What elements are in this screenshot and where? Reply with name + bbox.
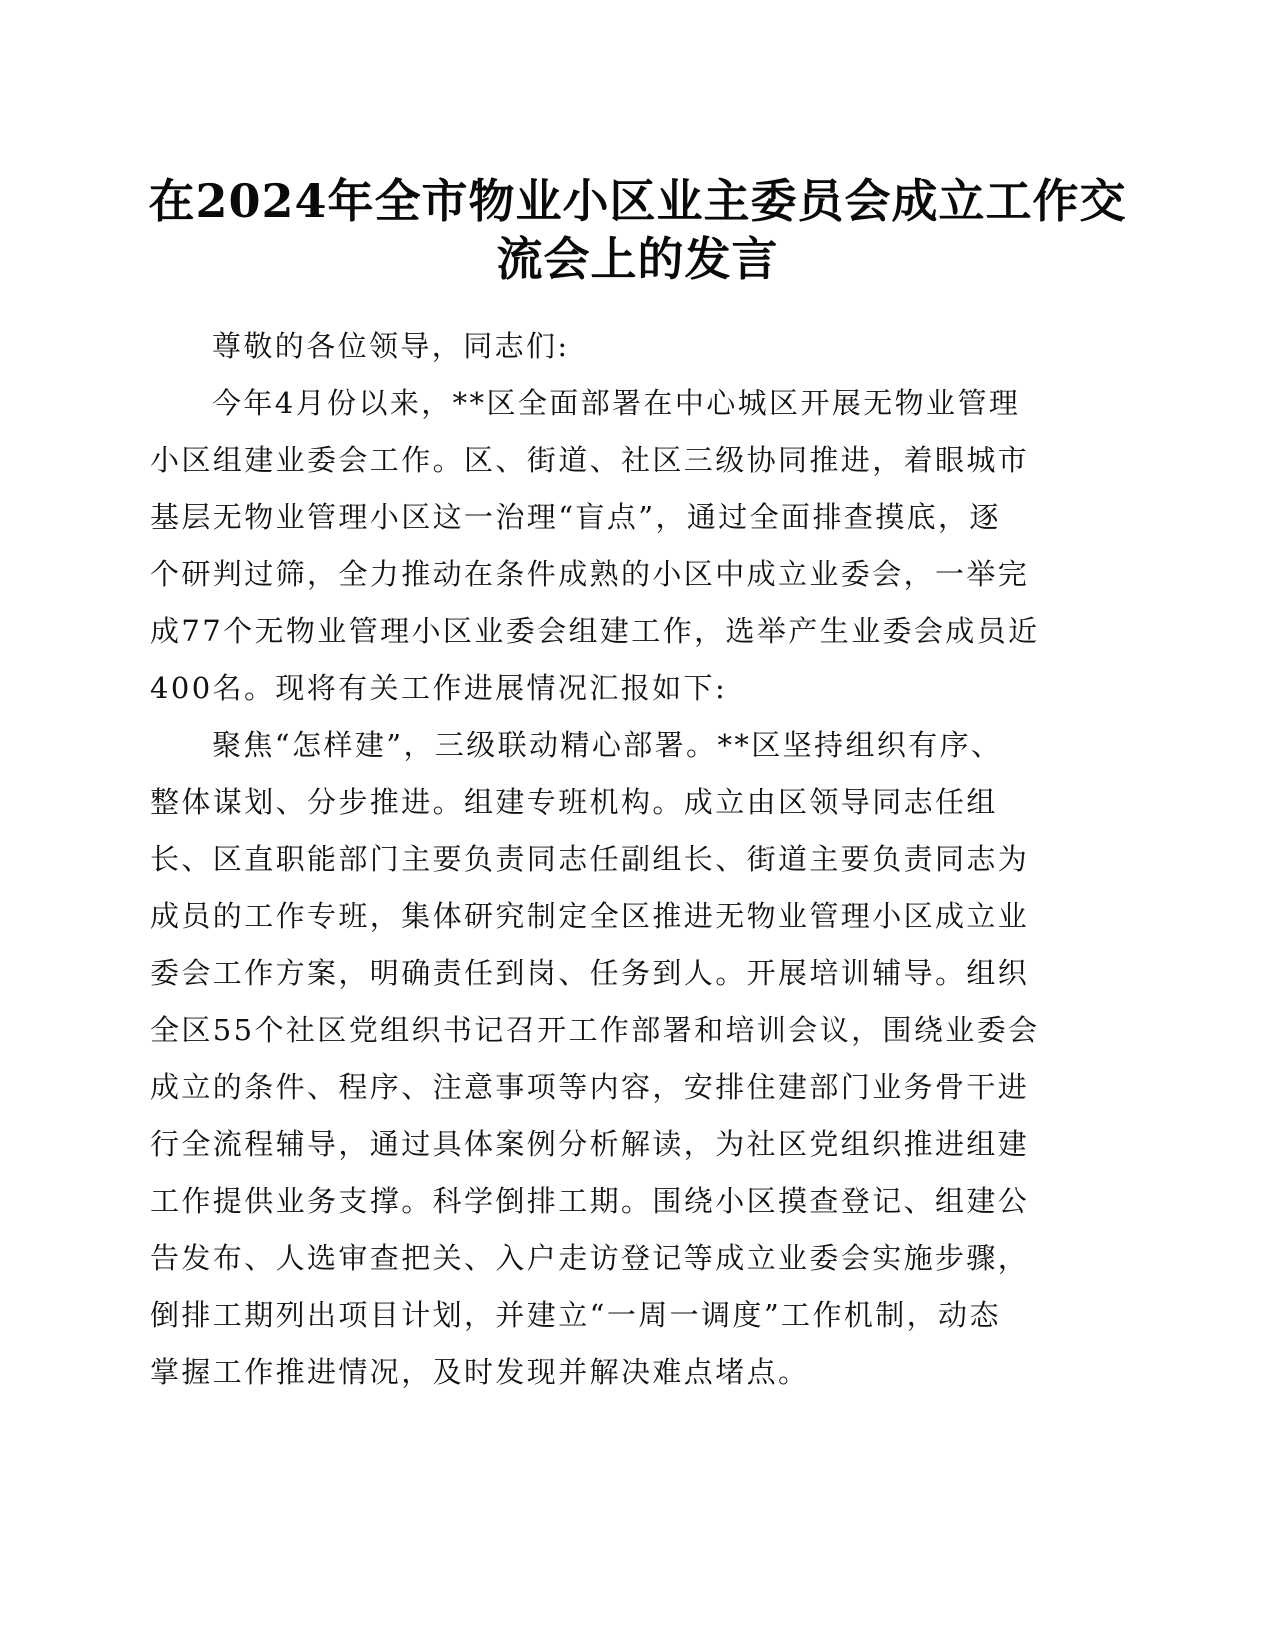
body-line: 成立的条件、程序、注意事项等内容，安排住建部门业务骨干进: [150, 1070, 1030, 1104]
body-line: 工作提供业务支撑。科学倒排工期。围绕小区摸查登记、组建公: [150, 1184, 1030, 1218]
body-line: 聚焦“怎样建”，三级联动精心部署。**区坚持组织有序、: [212, 728, 1003, 762]
body-line: 整体谋划、分步推进。组建专班机构。成立由区领导同志任组: [150, 785, 998, 819]
body-line: 成77个无物业管理小区业委会组建工作，选举产生业委会成员近: [150, 614, 1040, 648]
body-line: 成员的工作专班，集体研究制定全区推进无物业管理小区成立业: [150, 899, 1030, 933]
body-line: 全区55个社区党组织书记召开工作部署和培训会议，围绕业委会: [150, 1013, 1040, 1047]
body-line: 今年4月份以来，**区全面部署在中心城区开展无物业管理: [212, 386, 1021, 420]
body-line: 掌握工作推进情况，及时发现并解决难点堵点。: [150, 1355, 810, 1389]
salutation: 尊敬的各位领导，同志们:: [212, 329, 570, 363]
body-line: 基层无物业管理小区这一治理“盲点”，通过全面排查摸底，逐: [150, 500, 1001, 534]
body-line: 个研判过筛，全力推动在条件成熟的小区中成立业委会，一举完: [150, 557, 1030, 591]
body-line: 告发布、人选审查把关、入户走访登记等成立业委会实施步骤，: [150, 1241, 1030, 1275]
title-line-2: 流会上的发言: [496, 232, 779, 286]
document-title: [140, 172, 1135, 288]
title-line-1: 在2024年全市物业小区业主委员会成立工作交: [148, 174, 1127, 228]
body-line: 400名。现将有关工作进展情况汇报如下:: [150, 671, 728, 705]
body-line: 长、区直职能部门主要负责同志任副组长、街道主要负责同志为: [150, 842, 1030, 876]
body-line: 倒排工期列出项目计划，并建立“一周一调度”工作机制，动态: [150, 1298, 1001, 1332]
document-body: [150, 318, 1060, 1401]
body-line: 行全流程辅导，通过具体案例分析解读，为社区党组织推进组建: [150, 1127, 1030, 1161]
body-line: 小区组建业委会工作。区、街道、社区三级协同推进，着眼城市: [150, 443, 1030, 477]
body-line: 委会工作方案，明确责任到岗、任务到人。开展培训辅导。组织: [150, 956, 1030, 990]
